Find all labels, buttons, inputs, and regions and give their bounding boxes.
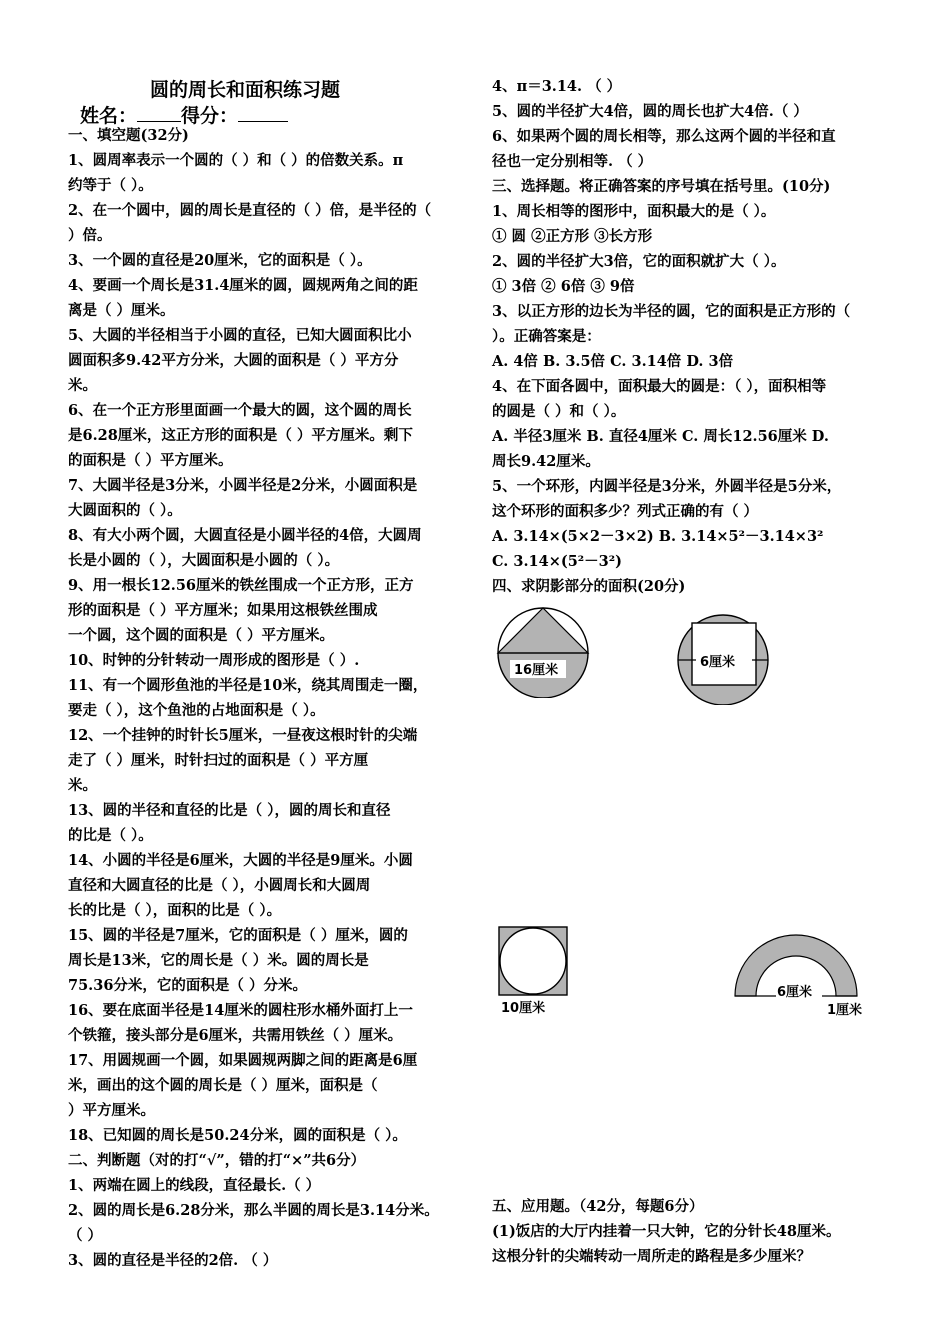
- left-line: 米。: [68, 377, 97, 394]
- left-line: ）平方厘米。: [68, 1102, 155, 1119]
- left-line: 2、在一个圆中，圆的周长是直径的（ ）倍，是半径的（: [68, 202, 432, 219]
- left-line: 形的面积是（ ）平方厘米；如果用这根铁丝围成: [68, 602, 378, 619]
- right-line: 4、在下面各圆中，面积最大的圆是：（ ），面积相等: [492, 378, 827, 395]
- fig1-label: 16厘米: [514, 663, 559, 678]
- figure-circle-triangle-svg: [494, 606, 594, 698]
- left-line: 的比是（ ）。: [68, 827, 153, 844]
- figure-half-ring: [730, 920, 890, 1024]
- right-line: 5、一个环形，内圆半径是3分米，外圆半径是5分米，: [492, 478, 842, 495]
- left-line: 二、判断题（对的打“√”，错的打“×”共6分）: [68, 1152, 366, 1169]
- right-line: 1、周长相等的图形中，面积最大的是（ ）。: [492, 203, 776, 220]
- left-line: 个铁箍，接头部分是6厘米，共需用铁丝（ ）厘米。: [68, 1027, 403, 1044]
- right-line: 三、选择题。将正确答案的序号填在括号里。(10分): [492, 178, 831, 195]
- left-line: 2、圆的周长是6.28分米，那么半圆的周长是3.14分米。: [68, 1202, 439, 1219]
- figure-square-circle-svg: [497, 925, 577, 1020]
- name-blank[interactable]: [137, 103, 181, 122]
- application-section: [492, 1194, 841, 1269]
- left-line: 13、圆的半径和直径的比是（ ），圆的周长和直径: [68, 802, 391, 819]
- application-line: 这根分针的尖端转动一周所走的路程是多少厘米？: [492, 1248, 811, 1265]
- right-question-lines: [492, 74, 850, 599]
- fig3-label: 10厘米: [501, 1001, 546, 1016]
- left-line: 长是小圆的（ ），大圆面积是小圆的（ ）。: [68, 552, 340, 569]
- fig4-inner-label: 6厘米: [777, 985, 813, 1000]
- left-line: 12、一个挂钟的时针长5厘米，一昼夜这根时针的尖端: [68, 727, 418, 744]
- shaded-triangle: [498, 608, 588, 653]
- left-line: 一个圆，这个圆的面积是（ ）平方厘米。: [68, 627, 335, 644]
- left-line: 1、两端在圆上的线段，直径最长.（ ）: [68, 1177, 321, 1194]
- right-line: 5、圆的半径扩大4倍，圆的周长也扩大4倍.（ ）: [492, 103, 808, 120]
- left-line: 是6.28厘米，这正方形的面积是（ ）平方厘米。剩下: [68, 427, 413, 444]
- right-line: ）。正确答案是：: [492, 328, 601, 345]
- left-line: 15、圆的半径是7厘米，它的面积是（ ）厘米，圆的: [68, 927, 408, 944]
- left-line: 9、用一根长12.56厘米的铁丝围成一个正方形，正方: [68, 577, 414, 594]
- right-line: 2、圆的半径扩大3倍，它的面积就扩大（ ）。: [492, 253, 786, 270]
- right-line: 径也一定分别相等. （ ）: [492, 153, 653, 170]
- right-line: 6、如果两个圆的周长相等，那么这两个圆的半径和直: [492, 128, 836, 145]
- left-line: 米。: [68, 777, 97, 794]
- figure-half-ring-svg: [730, 920, 890, 1020]
- fig2-label: 6厘米: [700, 655, 736, 670]
- inner-circle: [500, 928, 566, 994]
- right-line: C. 3.14×(5²－3²): [492, 553, 622, 570]
- page-title: 圆的周长和面积练习题: [150, 79, 341, 101]
- left-line: 周长是13米，它的周长是（ ）米。圆的周长是: [68, 952, 369, 969]
- left-line: 长的比是（ ），面积的比是（ ）。: [68, 902, 282, 919]
- figure-circle-rectangle: [676, 613, 776, 709]
- score-blank[interactable]: [238, 103, 288, 122]
- right-line: 3、以正方形的边长为半径的圆，它的面积是正方形的（: [492, 303, 851, 320]
- left-line: 米，画出的这个圆的周长是（ ）厘米，面积是（: [68, 1077, 378, 1094]
- left-line: 要走（ ），这个鱼池的占地面积是（ ）。: [68, 702, 325, 719]
- left-line: 8、有大小两个圆，大圆直径是小圆半径的4倍，大圆周: [68, 527, 422, 544]
- fig4-outer-label: 1厘米: [827, 1003, 863, 1018]
- right-line: ① 圆 ②正方形 ③长方形: [492, 228, 653, 245]
- left-line: 7、大圆半径是3分米，小圆半径是2分米，小圆面积是: [68, 477, 418, 494]
- left-line: 4、要画一个周长是31.4厘米的圆，圆规两角之间的距: [68, 277, 418, 294]
- right-line: ① 3倍 ② 6倍 ③ 9倍: [492, 278, 635, 295]
- name-label: 姓名：: [80, 105, 138, 127]
- left-question-lines: [68, 123, 439, 1273]
- left-line: 5、大圆的半径相当于小圆的直径，已知大圆面积比小: [68, 327, 412, 344]
- left-line: 的面积是（ ）平方厘米。: [68, 452, 233, 469]
- left-line: 3、圆的直径是半径的2倍. （ ）: [68, 1252, 278, 1269]
- score-label: 得分：: [181, 105, 239, 127]
- left-line: 17、用圆规画一个圆，如果圆规两脚之间的距离是6厘: [68, 1052, 418, 1069]
- left-line: 1、圆周率表示一个圆的（ ）和（ ）的倍数关系。π: [68, 152, 404, 169]
- right-line: A. 4倍 B. 3.5倍 C. 3.14倍 D. 3倍: [492, 353, 734, 370]
- figure-circle-rectangle-svg: [676, 613, 776, 705]
- left-line: 11、有一个圆形鱼池的半径是10米，绕其周围走一圈，: [68, 677, 428, 694]
- left-line: 18、已知圆的周长是50.24分米，圆的面积是（ ）。: [68, 1127, 407, 1144]
- right-line: A. 半径3厘米 B. 直径4厘米 C. 周长12.56厘米 D.: [492, 428, 829, 445]
- figure-square-circle: [497, 925, 577, 1024]
- left-line: 16、要在底面半径是14厘米的圆柱形水桶外面打上一: [68, 1002, 413, 1019]
- right-line: 这个环形的面积多少？列式正确的有（ ）: [492, 503, 759, 520]
- left-line: 约等于（ ）。: [68, 177, 153, 194]
- application-line: (1)饭店的大厅内挂着一只大钟，它的分针长48厘米。: [492, 1223, 841, 1240]
- right-line: 的圆是（ ）和（ ）。: [492, 403, 626, 420]
- application-line: 五、应用题。（42分，每题6分）: [492, 1198, 704, 1215]
- figure-circle-triangle: [494, 606, 594, 702]
- left-line: 圆面积多9.42平方分米，大圆的面积是（ ）平方分: [68, 352, 399, 369]
- left-line: 10、时钟的分针转动一周形成的图形是（ ）.: [68, 652, 360, 669]
- left-line: （ ）: [68, 1227, 103, 1244]
- left-line: 一、填空题(32分): [68, 127, 189, 144]
- left-line: 大圆面积的（ ）。: [68, 502, 182, 519]
- left-line: ）倍。: [68, 227, 112, 244]
- left-line: 6、在一个正方形里面画一个最大的圆，这个圆的周长: [68, 402, 412, 419]
- left-line: 走了（ ）厘米，时针扫过的面积是（ ）平方厘: [68, 752, 369, 769]
- right-line: 四、求阴影部分的面积(20分): [492, 578, 686, 595]
- right-line: A. 3.14×(5×2－3×2) B. 3.14×5²－3.14×3²: [492, 528, 824, 545]
- left-line: 离是（ ）厘米。: [68, 302, 175, 319]
- left-line: 75.36分米，它的面积是（ ）分米。: [68, 977, 307, 994]
- left-line: 直径和大圆直径的比是（ ），小圆周长和大圆周: [68, 877, 371, 894]
- right-line: 4、π＝3.14. （ ）: [492, 78, 622, 95]
- right-line: 周长9.42厘米。: [492, 453, 600, 470]
- left-line: 3、一个圆的直径是20厘米，它的面积是（ ）。: [68, 252, 372, 269]
- left-line: 14、小圆的半径是6厘米，大圆的半径是9厘米。小圆: [68, 852, 413, 869]
